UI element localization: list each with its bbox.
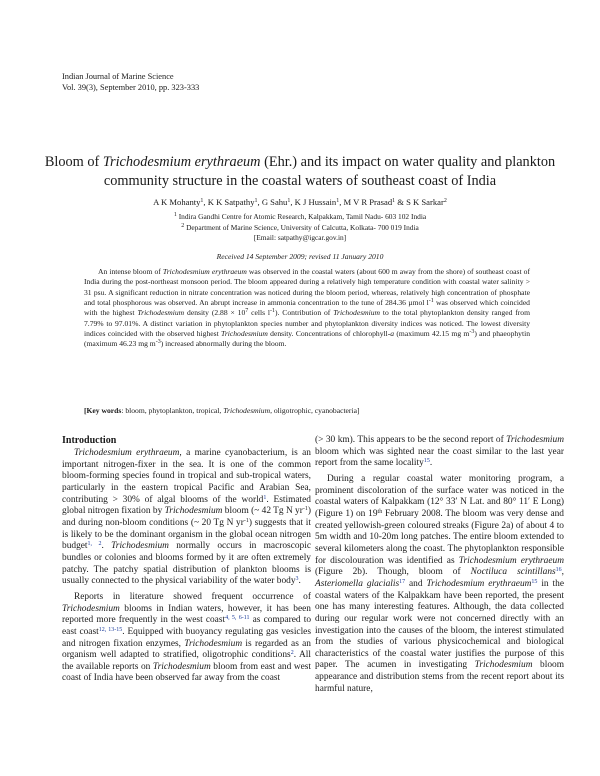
intro-paragraph-3: (> 30 km). This appears to be the second report of Trichodesmium bloom which was sighted near the coast similar to the last year report from the same locality$^{15}$.: [315, 435, 564, 469]
contact-email: [Email: satpathy@igcar.gov.in]: [253, 233, 347, 242]
journal-volume: Vol. 39(3), September 2010, pp. 323-333: [62, 83, 200, 92]
received-dates: Received 14 September 2009; revised 11 January 2010: [216, 252, 384, 261]
affiliations: [40, 212, 560, 244]
affiliation-2: $^2$ Department of Marine Science, University of Calcutta, Kolkata- 700 019 India: [181, 222, 419, 232]
abstract: An intense bloom of Trichodesmium erythraeum was observed in the coastal waters (about 600 m away from the shore) of southeast coast of India during the post-northeast monsoon period. The bloom appeared during a relatively high temperature condition with coastal water salinity > 31 psu. A significant reduction in nitrate concentration was noticed during the bloom period, whereas, relatively high concentration of phosphate and total phosphorous was observed. An abrupt increase in ammonia concentration to the tune of 284.36 µmol $l^{-1}$ was observed which coincided with the highest Trichodesmium density ($2.88 \times 10^7$ cells $l^{-1}$). Contribution of Trichodesmium to the total phytoplankton density ranged from 7.79% to 97.01%. A distinct variation in phytoplankton species number and phytoplankton diversity indices was noticed. The lowest diversity indices coincided with the observed highest Trichodesmium density. Concentrations of chlorophyll-a (maximum 42.15 mg $m^{-3}$) and phaeophytin (maximum 46.23 mg $m^{-3}$) increased abnormally during the bloom.: [84, 267, 530, 349]
affiliation-1: $^1$ Indira Gandhi Centre for Atomic Research, Kalpakkam, Tamil Nadu- 603 102 India: [173, 212, 427, 221]
journal-header: [62, 71, 199, 93]
intro-paragraph-2: Reports in literature showed frequent occurrence of Trichodesmium blooms in Indian waters, however, it has been reported more frequently in the west coast$^{4, 5, 6-11}$ as compared to east coast$^{12, 13-15}$. Equipped with buoyancy regulating gas vesicles and nitrogen fixation enzymes, Trichodesmium is regarded as an organism well adapted to stratified, oligotrophic conditions$^2$. All the available reports on Trichodesmium bloom from east and west coast of India have been observed far away from the coast: [62, 591, 312, 684]
intro-paragraph-1: Trichodesmium erythraeum, a marine cyanobacterium, is an important nitrogen-fixer in the sea. It is one of the common bloom-forming species found in tropical and sub-tropical waters, particularly in the eastern tropical Pacific and Arabian Sea, contributing > 30% of algal blooms of the world$^1$. Estimated global nitrogen fixation by Trichodesmium bloom (~ 42 Tg N $yr^{-1}$) and during non-bloom conditions (~ 20 Tg N $yr^{-1}$) suggests that it is likely to be the dominant organism in the global ocean nitrogen budget$^{1, 2}$. Trichodesmium normally occurs in macroscopic bundles or colonies and blooms formed by it are often extremely patchy. The patchy spatial distribution of plankton blooms is usually connected to the physical variability of the water body$^3$.: [62, 448, 312, 587]
left-column: [62, 435, 311, 689]
journal-name: Indian Journal of Marine Science: [62, 72, 174, 81]
author-list: A K Mohanty$^1$, K K Satpathy$^1$, G Sahu$^1$, K J Hussain$^1$, M V R Prasad$^1$ & S K Sarkar$^2$: [153, 197, 447, 207]
intro-paragraph-4: During a regular coastal water monitoring program, a prominent discoloration of the surface water was noticed in the coastal waters of Kalpakkam (12° 33′ N Lat. and 80° 11′ E Long) (Figure 1) on 19th February 2008. The bloom was very dense and created yellowish-green coloured streaks (Figure 2a) of about 4 to 5m width and 10-20m long patches. The entire bloom extended to several kilometers along the coast. The phytoplankton responsible for discolouration was identified as Trichodesmium erythraeum (Figure 2b). Though, bloom of Noctiluca scintillans$^{16}$, Asteriomella glacialis$^{17}$ and Trichodesmium erythraeum$^{15}$ in the coastal waters of the Kalpakkam have been reported, the present one has many interesting features. Although, the data collected during our regular work were not concerned directly with an investigation into the causes of the bloom, the interest stimulated from the studies of various physicochemical and biological characteristics of the coastal water justifies the purpose of this paper. The acumen in investigating Trichodesmium bloom appearance and distribution stems from the recent report about its harmful nature,: [315, 473, 564, 694]
right-column: [315, 435, 564, 699]
section-heading-introduction: Introduction: [62, 435, 117, 446]
keywords: [Key words: bloom, phytoplankton, tropical, Trichodesmium, oligotrophic, cyanobacteria]: [84, 406, 360, 415]
paper-title: Bloom of Trichodesmium erythraeum (Ehr.) and its impact on water quality and plankton community structure in the coastal waters of southeast coast of India: [44, 154, 556, 189]
